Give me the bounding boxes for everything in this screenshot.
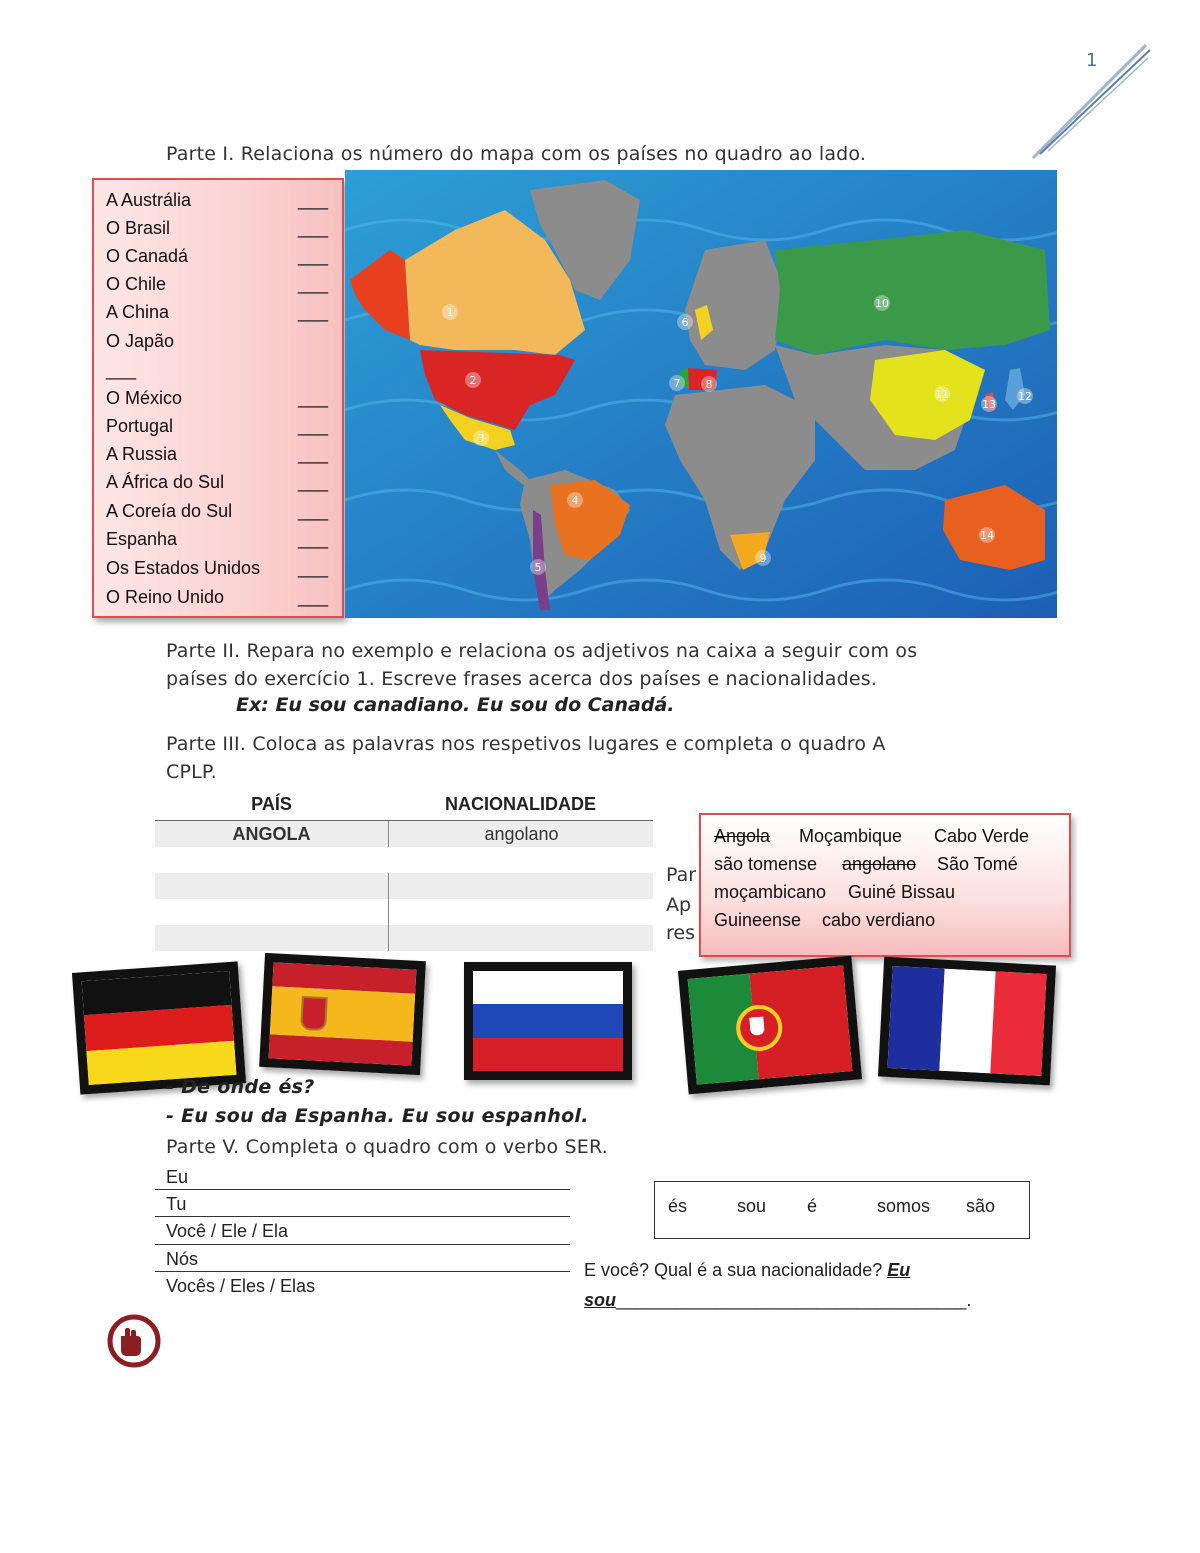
answer-blank[interactable]: ___	[297, 587, 328, 607]
dialog-answer: - Eu sou da Espanha. Eu sou espanhol.	[166, 1105, 589, 1127]
country-row	[106, 360, 328, 381]
france-flag	[878, 957, 1056, 1086]
table-cell[interactable]	[388, 873, 654, 899]
pronoun-label: Tu	[166, 1194, 187, 1214]
map-label	[442, 304, 458, 320]
hidden-text: Ap	[666, 894, 692, 916]
map-label	[530, 559, 546, 575]
table-row	[155, 820, 653, 847]
germany-flag	[72, 961, 246, 1094]
svg-text:5: 5	[534, 561, 542, 574]
word-angolano: angolano	[842, 854, 917, 874]
map-label	[979, 527, 995, 543]
country-name: O Reino Unido	[106, 587, 225, 607]
answer-line[interactable]	[155, 1271, 570, 1272]
svg-text:3: 3	[477, 432, 485, 445]
question-text: E você? Qual é a sua nacionalidade?	[584, 1260, 883, 1280]
svg-text:13: 13	[982, 398, 996, 411]
pointing-hand-icon	[107, 1314, 161, 1368]
country-name: A África do Sul	[106, 472, 225, 492]
answer-blank[interactable]: ___________________________________.	[616, 1290, 972, 1310]
map-label	[473, 430, 489, 446]
svg-text:2: 2	[469, 374, 477, 387]
hidden-text: Par	[666, 864, 697, 886]
country-name: O Chile	[106, 274, 167, 294]
answer-line[interactable]	[155, 1189, 570, 1190]
pronoun-label: Nós	[166, 1249, 199, 1269]
table-header-country: PAÍS	[251, 794, 292, 814]
map-label	[934, 386, 950, 402]
svg-text:8: 8	[705, 378, 713, 391]
map-label	[465, 372, 481, 388]
country-name: O Japão	[106, 331, 175, 351]
verb-option: sou	[737, 1196, 767, 1216]
country-row	[106, 444, 328, 465]
answer-start: Eu	[887, 1260, 911, 1280]
country-name: Os Estados Unidos	[106, 558, 261, 578]
word-guine-bissau: Guiné Bissau	[848, 882, 956, 902]
map-label	[677, 314, 693, 330]
country-list-box	[92, 178, 344, 618]
portugal-flag	[678, 956, 862, 1095]
country-row	[106, 190, 328, 211]
table-cell[interactable]	[155, 873, 388, 899]
table-cell: ANGOLA	[232, 824, 311, 844]
word-sao-tomense: são tomense	[714, 854, 818, 874]
table-cell: angolano	[388, 821, 654, 847]
svg-text:10: 10	[875, 297, 889, 310]
country-name: Espanha	[106, 529, 178, 549]
spain-flag	[259, 953, 426, 1075]
svg-text:9: 9	[759, 552, 767, 565]
nationality-question	[584, 1260, 910, 1281]
map-label	[701, 376, 717, 392]
country-name: Portugal	[106, 416, 174, 436]
table-cell[interactable]	[155, 899, 388, 925]
word-mocambique: Moçambique	[799, 826, 903, 846]
hidden-text: res	[666, 922, 695, 944]
country-name: O Canadá	[106, 246, 189, 266]
map-label	[874, 295, 890, 311]
part2-example: Ex: Eu sou canadiano. Eu sou do Canadá.	[236, 694, 675, 716]
svg-text:1: 1	[446, 306, 454, 319]
country-name: O Brasil	[106, 218, 171, 238]
country-name: A Austrália	[106, 190, 192, 210]
verb-option: é	[807, 1196, 818, 1216]
word-angola: Angola	[714, 826, 771, 846]
verb-bank-box	[654, 1181, 1030, 1239]
answer-line[interactable]	[155, 1244, 570, 1245]
answer-blank[interactable]: ___	[297, 529, 328, 549]
svg-text:11: 11	[935, 388, 949, 401]
answer-blank[interactable]: ___	[297, 190, 328, 210]
country-row	[106, 246, 328, 267]
answer-line[interactable]	[155, 1216, 570, 1217]
pronoun-label: Vocês / Eles / Elas	[166, 1276, 316, 1296]
svg-text:7: 7	[673, 377, 681, 390]
answer-blank[interactable]: ___	[297, 444, 328, 464]
nationality-answer-line[interactable]	[584, 1290, 971, 1311]
word-cabo-verde: Cabo Verde	[934, 826, 1030, 846]
answer-blank[interactable]: ___	[297, 302, 328, 322]
part2-line2: países do exercício 1. Escreve frases acerca dos países e nacionalidades.	[166, 668, 878, 690]
table-header-nationality: NACIONALIDADE	[445, 794, 596, 814]
word-bank-box	[699, 813, 1071, 957]
country-row	[106, 388, 328, 409]
part5-instruction: Parte V. Completa o quadro com o verbo SER.	[166, 1136, 608, 1158]
table-cell[interactable]	[388, 899, 654, 925]
part2-line1: Parte II. Repara no exemplo e relaciona os adjetivos na caixa a seguir com os	[166, 640, 918, 662]
svg-text:4: 4	[571, 494, 579, 507]
country-name: O México	[106, 388, 183, 408]
part3-line2: CPLP.	[166, 761, 217, 783]
table-row	[155, 925, 653, 951]
country-row	[106, 529, 328, 550]
part3-line1: Parte III. Coloca as palavras nos respetivos lugares e completa o quadro A	[166, 733, 886, 755]
answer-blank[interactable]: ___	[297, 218, 328, 238]
map-label	[669, 375, 685, 391]
page-number: 1	[1086, 50, 1098, 71]
word-cabo-verdiano: cabo verdiano	[822, 910, 936, 930]
verb-option: somos	[877, 1196, 931, 1216]
country-row	[106, 302, 328, 323]
pronoun-label: Você / Ele / Ela	[166, 1221, 289, 1241]
country-row	[106, 331, 328, 352]
world-map	[345, 170, 1057, 618]
map-label	[755, 550, 771, 566]
answer-blank[interactable]: ___	[297, 501, 328, 521]
country-name: A China	[106, 302, 170, 322]
pen-decoration-icon	[1028, 40, 1153, 165]
answer-blank[interactable]: ___	[297, 416, 328, 436]
svg-text:6: 6	[681, 316, 689, 329]
country-name: A Coreía do Sul	[106, 501, 233, 521]
svg-text:12: 12	[1018, 390, 1032, 403]
answer-blank[interactable]: ___	[297, 274, 328, 294]
verb-option: são	[966, 1196, 996, 1216]
table-row	[155, 899, 653, 925]
table-row	[155, 873, 653, 899]
table-cell[interactable]	[155, 847, 388, 873]
table-cell[interactable]	[155, 925, 388, 951]
table-row	[155, 847, 653, 873]
country-row	[106, 274, 328, 295]
part1-instruction: Parte I. Relaciona os número do mapa com os países no quadro ao lado.	[166, 143, 867, 165]
country-row	[106, 472, 328, 493]
word-guineense: Guineense	[714, 910, 802, 930]
svg-text:14: 14	[980, 529, 994, 542]
country-row	[106, 501, 328, 522]
country-row	[106, 416, 328, 437]
pronoun-label: Eu	[166, 1167, 189, 1187]
country-name: A Russia	[106, 444, 178, 464]
verb-option: és	[668, 1196, 688, 1216]
dialog-question: - De onde és?	[166, 1076, 315, 1098]
answer-blank[interactable]: ___	[106, 360, 137, 380]
table-cell[interactable]	[388, 847, 653, 873]
country-row	[106, 218, 328, 239]
russia-shape	[775, 230, 1050, 355]
word-sao-tome: São Tomé	[937, 854, 1018, 874]
answer-blank[interactable]: ___	[297, 246, 328, 266]
coat-of-arms-icon	[300, 996, 328, 1031]
answer-blank[interactable]: ___	[297, 558, 328, 578]
map-label	[1017, 388, 1033, 404]
country-row	[106, 587, 328, 608]
map-label	[567, 492, 583, 508]
country-row	[106, 558, 328, 579]
word-mocambicano: moçambicano	[714, 882, 827, 902]
answer-blank[interactable]: ___	[297, 388, 328, 408]
map-label	[981, 396, 997, 412]
table-cell[interactable]	[388, 925, 654, 951]
answer-word: sou	[584, 1290, 617, 1310]
russia-flag	[464, 962, 632, 1080]
answer-blank[interactable]: ___	[297, 472, 328, 492]
